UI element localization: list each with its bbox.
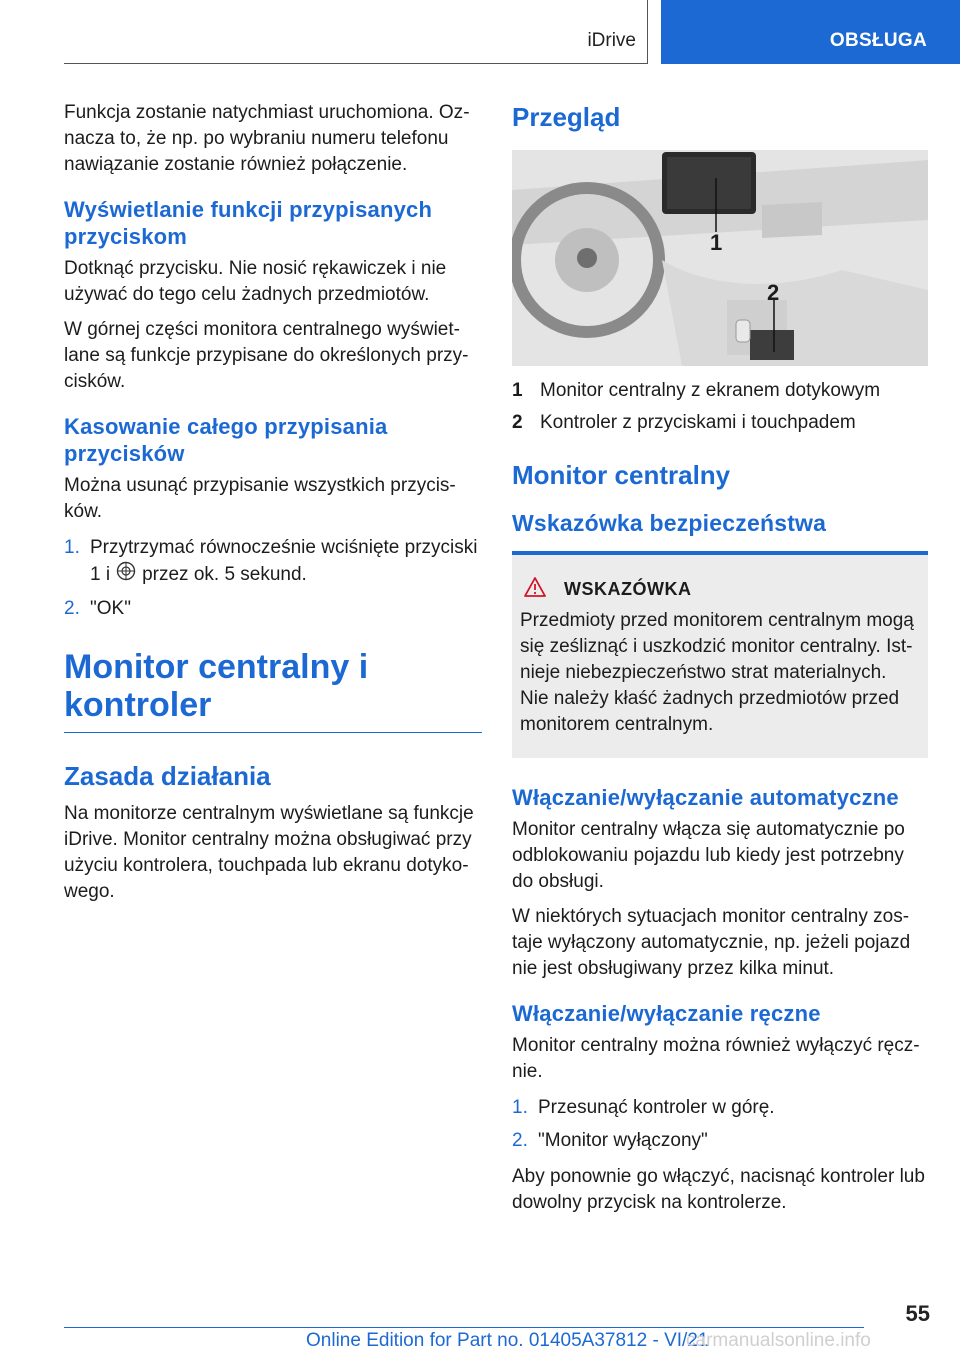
display-paragraph-2: W górnej części monitora centralnego wyświetlane są funkcje przypisane do określonych przycisków. (64, 319, 469, 392)
auto-heading: Włączanie/wyłączanie automatyczne (512, 785, 899, 810)
display-heading: Wyświetlanie funkcji przypisanych przyciskom (64, 197, 433, 249)
list-item (64, 596, 482, 622)
cockpit-illustration (512, 150, 928, 366)
step-number: 2. (64, 598, 80, 619)
manual-paragraph-2: Aby ponownie go włączyć, nacisnąć kontroler lub dowolny przycisk na kontrolerze. (512, 1166, 925, 1213)
intro-paragraph: Funkcja zostanie natychmiast uruchomiona. Oznacza to, że np. po wybraniu numeru telefonu nawiązanie zostanie również połączenie. (64, 102, 470, 175)
manual-paragraph: Monitor centralny można również wyłączyć ręcznie. (512, 1035, 920, 1082)
list-item (512, 378, 928, 404)
monitor-heading: Monitor centralny (512, 460, 731, 490)
step-number: 1. (64, 537, 80, 558)
list-item (512, 1128, 928, 1154)
list-item (512, 1095, 928, 1121)
main-heading: Monitor centralny i kontroler (64, 648, 482, 733)
warning-triangle-icon (524, 577, 564, 602)
auto-paragraph-2: W niektórych sytuacjach monitor centralny zostaje wyłączony automatycznie, np. jeżeli pojazd nie jest obsługiwany przez kilka minut. (512, 906, 911, 979)
principle-paragraph: Na monitorze centralnym wyświetlane są funkcje iDrive. Monitor centralny można obsługiwać przy użyciu kontrolera, touchpada lub ekranu dotykowego. (64, 803, 474, 902)
step-number: 1. (512, 1097, 528, 1118)
footer-divider (64, 1327, 864, 1328)
step-text: Przesunąć kontroler w górę. (538, 1097, 775, 1118)
warning-title-text: WSKAZÓWKA (564, 579, 692, 599)
chapter-tab[interactable] (661, 0, 960, 64)
legend-number: 1 (512, 380, 523, 401)
figure-label-1: 1 (710, 230, 723, 255)
step-text (90, 535, 482, 589)
display-paragraph-1: Dotknąć przycisku. Nie nosić rękawiczek i nie używać do tego celu żadnych przedmiotów. (64, 258, 447, 305)
step-text-b: przez ok. 5 sekund. (142, 564, 307, 586)
edition-text: Online Edition for Part no. 01405A37812 - VI/21 (306, 1330, 709, 1351)
warning-text: Przedmioty przed monitorem centralnym mogą się ześliznąć i uszkodzić monitor centralny. Istnieje niebezpieczeństwo strat materialnych. Nie należy kłaść żadnych przedmiotów przed monitorem centralnym. (520, 610, 914, 735)
step-text: "OK" (90, 598, 131, 619)
left-column (64, 100, 482, 914)
right-column (512, 100, 928, 1225)
delete-heading: Kasowanie całego przypisania przycisków (64, 414, 388, 466)
manual-heading: Włączanie/wyłączanie ręczne (512, 1001, 821, 1026)
header-frame (64, 0, 648, 64)
delete-steps (64, 535, 482, 622)
overview-heading: Przegląd (512, 102, 621, 132)
legend-number: 2 (512, 412, 523, 433)
chapter-tab-label: OBSŁUGA (829, 30, 927, 51)
legend-text: Kontroler z przyciskami i touchpadem (540, 412, 856, 433)
step-text: "Monitor wyłączony" (538, 1130, 708, 1151)
auto-paragraph-1: Monitor centralny włącza się automatycznie po odblokowaniu pojazdu lub kiedy jest potrzebny do obsługi. (512, 819, 905, 892)
principle-heading: Zasada działania (64, 761, 271, 791)
step-number: 2. (512, 1130, 528, 1151)
delete-paragraph: Można usunąć przypisanie wszystkich przycisków. (64, 475, 456, 522)
favorite-button-icon (116, 561, 136, 589)
list-item (64, 535, 482, 589)
safety-heading: Wskazówka bezpieczeństwa (512, 510, 827, 536)
page-number: 55 (905, 1301, 930, 1326)
warning-title (524, 577, 920, 602)
figure-label-2: 2 (767, 280, 780, 305)
manual-steps (512, 1095, 928, 1154)
section-label: iDrive (587, 30, 636, 51)
legend-text: Monitor centralny z ekranem dotykowym (540, 380, 881, 401)
warning-box (512, 551, 928, 758)
watermark: carmanualsonline.info (686, 1330, 871, 1351)
figure-legend (512, 378, 928, 436)
list-item (512, 410, 928, 436)
step-text-a: Przytrzymać równocześnie wciśnięte przyciski 1 i (90, 537, 478, 586)
